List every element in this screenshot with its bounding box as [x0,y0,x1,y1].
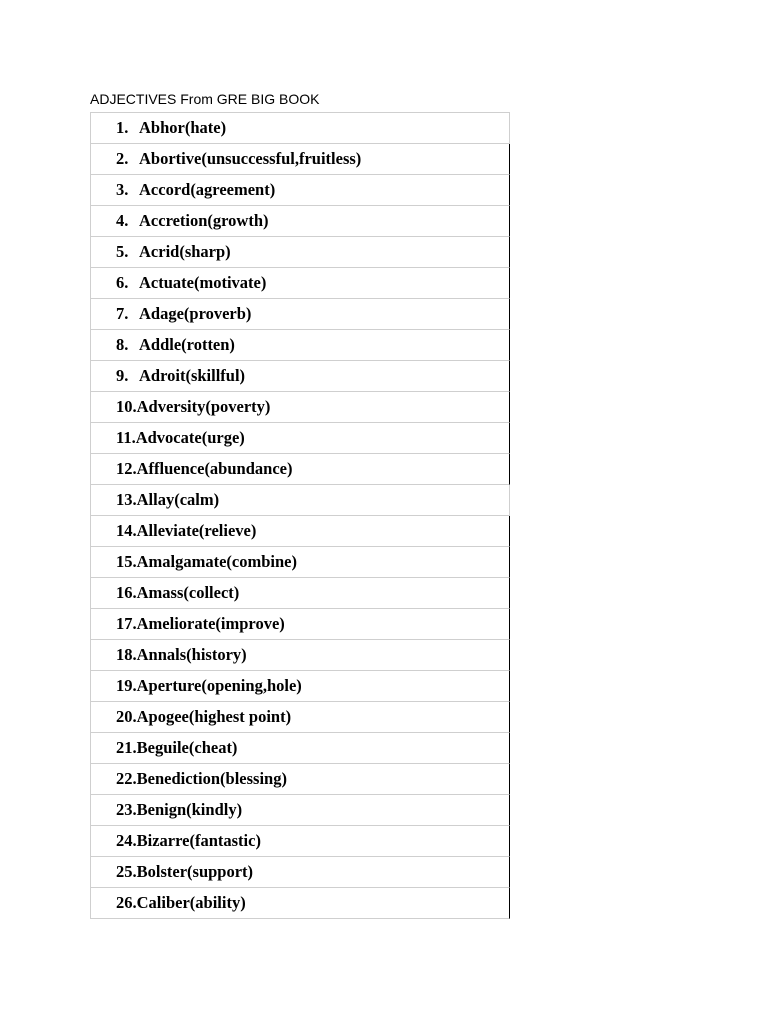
table-row [91,423,510,454]
word-list-table [90,112,510,919]
entry-word: Allay(calm) [136,490,220,509]
list-item [91,614,285,634]
list-item [91,552,297,572]
table-row [91,144,510,175]
list-item [91,831,261,851]
list-item [91,149,361,169]
entry-number: 25. [116,862,137,881]
table-row [91,826,510,857]
entry-number: 12. [116,459,137,478]
entry-number: 13. [116,490,137,509]
entry-word: Adage(proverb) [139,304,252,323]
entry-word: Benediction(blessing) [136,769,287,788]
list-item [91,862,253,882]
table-row [91,175,510,206]
entry-number: 7. [116,304,129,323]
list-item [91,490,219,510]
table-row [91,857,510,888]
table-row [91,640,510,671]
list-item [91,800,242,820]
entry-number: 10. [116,397,137,416]
table-row [91,485,510,516]
list-item [91,335,235,355]
table-row [91,516,510,547]
list-item [91,521,256,541]
list-item [91,242,231,262]
entry-word: Accretion(growth) [139,211,269,230]
entry-word: Adroit(skillful) [139,366,246,385]
list-item [91,366,245,386]
list-item [91,676,302,696]
list-item [91,273,266,293]
entry-number: 1. [116,118,129,137]
entry-word: Caliber(ability) [136,893,246,912]
entry-number: 6. [116,273,129,292]
list-item [91,118,226,138]
entry-word: Apogee(highest point) [136,707,292,726]
entry-word: Alleviate(relieve) [136,521,257,540]
table-row [91,888,510,919]
entry-word: Abhor(hate) [139,118,227,137]
entry-word: Actuate(motivate) [139,273,267,292]
entry-word: Benign(kindly) [136,800,243,819]
entry-number: 8. [116,335,129,354]
entry-word: Beguile(cheat) [136,738,238,757]
list-item [91,707,291,727]
entry-number: 5. [116,242,129,261]
entry-number: 4. [116,211,129,230]
entry-number: 2. [116,149,129,168]
entry-word: Ameliorate(improve) [136,614,285,633]
entry-word: Acrid(sharp) [139,242,231,261]
list-item [91,769,287,789]
table-row [91,547,510,578]
entry-word: Abortive(unsuccessful,fruitless) [139,149,362,168]
list-item [91,459,292,479]
entry-number: 23. [116,800,137,819]
table-row [91,795,510,826]
entry-number: 11. [116,428,136,447]
table-row [91,671,510,702]
table-row [91,237,510,268]
entry-word: Amass(collect) [136,583,240,602]
entry-word: Addle(rotten) [139,335,235,354]
entry-number: 22. [116,769,137,788]
list-item [91,211,269,231]
list-item [91,304,251,324]
entry-word: Adversity(poverty) [136,397,271,416]
table-row [91,702,510,733]
entry-word: Bolster(support) [136,862,254,881]
entry-number: 21. [116,738,137,757]
entry-word: Accord(agreement) [139,180,276,199]
table-row [91,113,510,144]
table-row [91,299,510,330]
entry-number: 3. [116,180,129,199]
table-row [91,392,510,423]
entry-word: Bizarre(fantastic) [136,831,261,850]
table-row [91,454,510,485]
table-row [91,733,510,764]
entry-number: 17. [116,614,137,633]
entry-number: 18. [116,645,137,664]
table-row [91,361,510,392]
table-row [91,330,510,361]
entry-word: Annals(history) [136,645,247,664]
list-item [91,645,247,665]
list-item [91,738,237,758]
entry-number: 16. [116,583,137,602]
table-row [91,764,510,795]
entry-word: Advocate(urge) [135,428,245,447]
table-row [91,206,510,237]
entry-number: 15. [116,552,137,571]
entry-word: Aperture(opening,hole) [136,676,302,695]
list-item [91,583,239,603]
page-title: ADJECTIVES From GRE BIG BOOK [90,91,320,107]
table-row [91,609,510,640]
list-item [91,893,246,913]
entry-number: 14. [116,521,137,540]
entry-number: 24. [116,831,137,850]
entry-number: 19. [116,676,137,695]
table-row [91,268,510,299]
entry-number: 26. [116,893,137,912]
table-row [91,578,510,609]
entry-number: 9. [116,366,129,385]
entry-word: Affluence(abundance) [136,459,293,478]
list-item [91,180,275,200]
list-item [91,397,270,417]
entry-word: Amalgamate(combine) [136,552,298,571]
list-item [91,428,245,448]
entry-number: 20. [116,707,137,726]
